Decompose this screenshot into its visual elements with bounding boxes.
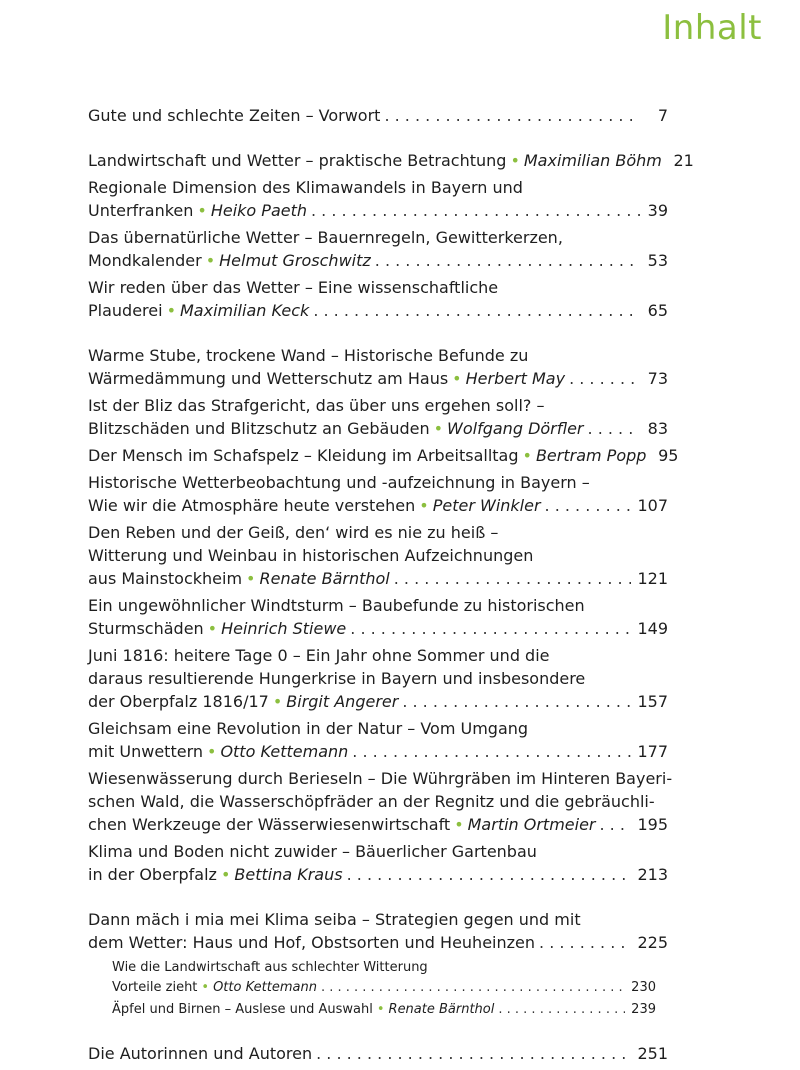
toc-entry-title-line: Witterung und Weinbau in historischen Aufzeichnungen <box>88 546 534 565</box>
page-number: 53 <box>647 251 668 270</box>
toc-entry-line <box>88 444 679 467</box>
page-number: 107 <box>637 496 668 515</box>
page-number: 83 <box>647 419 668 438</box>
toc-entry-title: dem Wetter: Haus und Hof, Obstsorten und Heuheinzen <box>88 933 536 952</box>
toc-entry-title-line: Wir reden über das Wetter – Eine wissenschaftliche <box>88 278 499 297</box>
toc-entry-author: Otto Kettemann <box>220 742 349 761</box>
page-number: 177 <box>637 742 668 761</box>
page-number: 73 <box>647 369 668 388</box>
toc-entry-line <box>88 690 668 713</box>
bullet-icon: • <box>197 201 207 220</box>
bullet-icon: • <box>454 815 464 834</box>
page-number: 239 <box>631 1002 656 1017</box>
toc-entry-title: Mondkalender <box>88 251 202 270</box>
leader-dots <box>347 863 632 886</box>
toc-entry-author: Bettina Kraus <box>234 865 343 884</box>
toc-entry-title-line: Wie die Landwirtschaft aus schlechter Witterung <box>112 960 428 975</box>
page-number: 39 <box>647 201 668 220</box>
toc-entry-windtsturm[interactable] <box>88 594 668 640</box>
toc-entry-title: mit Unwettern <box>88 742 203 761</box>
page-number: 230 <box>631 980 656 995</box>
toc-entry-schafspelz[interactable] <box>88 444 679 467</box>
table-of-contents <box>88 104 694 1065</box>
toc-entry-title-line: Dann mäch i mia mei Klima seiba – Strategien gegen und mit <box>88 910 581 929</box>
toc-entry-line <box>88 149 694 172</box>
bullet-icon: • <box>220 865 231 884</box>
toc-entry-line <box>88 299 668 322</box>
toc-entry-title: Vorteile zieht <box>112 980 198 995</box>
page-title: Inhalt <box>662 8 762 48</box>
toc-entry-title: chen Werkzeuge der Wässerwiesenwirtschaft <box>88 815 451 834</box>
bullet-icon: • <box>246 569 256 588</box>
bullet-icon: • <box>201 980 210 995</box>
toc-entry-author: Renate Bärnthol <box>259 569 390 588</box>
bullet-icon: • <box>510 151 520 170</box>
toc-entry-title: aus Mainstockheim <box>88 569 243 588</box>
toc-entry-line <box>112 978 656 998</box>
toc-entry-line <box>88 104 668 127</box>
toc-entry-title: Wie wir die Atmosphäre heute verstehen <box>88 496 416 515</box>
toc-entry-klima-seiba[interactable] <box>88 908 668 954</box>
toc-entry-author: Otto Kettemann <box>213 980 317 995</box>
toc-entry-title-line: Klima und Boden nicht zuwider – Bäuerlicher Gartenbau <box>88 842 537 861</box>
toc-entry-vorwort[interactable] <box>88 104 668 127</box>
bullet-icon: • <box>207 619 218 638</box>
page-number: 195 <box>637 815 668 834</box>
toc-entry-author: Peter Winkler <box>432 496 541 515</box>
page-number: 95 <box>658 446 679 465</box>
toc-entry-title-line: Gleichsam eine Revolution in der Natur – Vom Umgang <box>88 719 529 738</box>
toc-entry-title-line: Das übernatürliche Wetter – Bauernregeln, Gewitterkerzen, <box>88 228 563 247</box>
toc-entry-line <box>88 249 668 272</box>
toc-entry-author: Herbert May <box>465 369 566 388</box>
toc-entry-line <box>88 863 668 886</box>
toc-entry-title: Die Autorinnen und Autoren <box>88 1044 313 1063</box>
toc-entry-title-line: Juni 1816: heitere Tage 0 – Ein Jahr ohne Sommer und die <box>88 646 550 665</box>
toc-entry-bliz[interactable] <box>88 394 668 440</box>
leader-dots <box>313 299 640 322</box>
bullet-icon: • <box>272 692 283 711</box>
toc-entry-author: Renate Bärnthol <box>388 1002 495 1017</box>
toc-entry-title: Landwirtschaft und Wetter – praktische Betrachtung <box>88 151 507 170</box>
bullet-icon: • <box>452 369 462 388</box>
toc-entry-reben[interactable] <box>88 521 668 590</box>
page-number: 213 <box>637 865 668 884</box>
toc-entry-autoren[interactable] <box>88 1042 668 1065</box>
leader-dots <box>539 931 631 954</box>
toc-entry-wiesenwaesserung[interactable] <box>88 767 673 836</box>
toc-entry-line <box>88 199 668 222</box>
toc-entry-plauderei[interactable] <box>88 276 668 322</box>
toc-subentry-witterung[interactable] <box>112 958 656 998</box>
toc-entry-title-line: Ein ungewöhnlicher Windtsturm – Baubefunde zu historischen <box>88 596 585 615</box>
leader-dots <box>498 1000 625 1020</box>
toc-entry-line <box>88 567 668 590</box>
toc-entry-warme-stube[interactable] <box>88 344 668 390</box>
toc-entry-title-line: daraus resultierende Hungerkrise in Bayern und insbesondere <box>88 669 586 688</box>
toc-entry-klimawandel[interactable] <box>88 176 668 222</box>
toc-entry-title: in der Oberpfalz <box>88 865 217 884</box>
toc-entry-landwirtschaft[interactable] <box>88 149 694 172</box>
page-number: 21 <box>673 151 694 170</box>
bullet-icon: • <box>419 496 429 515</box>
page-number: 121 <box>637 569 668 588</box>
toc-entry-author: Maximilian Böhm <box>523 151 662 170</box>
leader-dots <box>569 367 640 390</box>
toc-entry-uebernatuerlich[interactable] <box>88 226 668 272</box>
toc-entry-title-line: Regionale Dimension des Klimawandels in Bayern und <box>88 178 523 197</box>
page-number: 65 <box>647 301 668 320</box>
leader-dots <box>394 567 632 590</box>
leader-dots <box>311 199 640 222</box>
toc-entry-title: Plauderei <box>88 301 163 320</box>
toc-entry-title-line: schen Wald, die Wasserschöpfräder an der Regnitz und die gebräuchli- <box>88 792 655 811</box>
toc-entry-title: Unterfranken <box>88 201 194 220</box>
toc-entry-title: Wärmedämmung und Wetterschutz am Haus <box>88 369 449 388</box>
leader-dots <box>600 813 632 836</box>
toc-entry-author: Bertram Popp <box>535 446 647 465</box>
toc-entry-line <box>88 494 668 517</box>
toc-entry-title: Äpfel und Birnen – Auslese und Auswahl <box>112 1002 373 1017</box>
toc-entry-title: Blitzschäden und Blitzschutz an Gebäuden <box>88 419 430 438</box>
toc-entry-author: Heiko Paeth <box>210 201 307 220</box>
leader-dots <box>588 417 640 440</box>
toc-entry-juni-1816[interactable] <box>88 644 668 713</box>
page-number: 157 <box>637 692 668 711</box>
leader-dots <box>350 617 631 640</box>
toc-entry-title: Sturmschäden <box>88 619 204 638</box>
leader-dots <box>352 740 631 763</box>
toc-entry-title-line: Den Reben und der Geiß, den‘ wird es nie zu heiß – <box>88 523 499 542</box>
page-number: 225 <box>637 933 668 952</box>
toc-entry-title-line: Wiesenwässerung durch Berieseln – Die Wührgräben im Hinteren Bayeri- <box>88 769 673 788</box>
leader-dots <box>545 494 632 517</box>
toc-entry-author: Helmut Groschwitz <box>219 251 371 270</box>
toc-subentry-aepfel[interactable] <box>112 1000 656 1020</box>
toc-entry-line <box>88 367 668 390</box>
leader-dots <box>321 978 625 998</box>
toc-entry-author: Maximilian Keck <box>180 301 310 320</box>
toc-entry-author: Birgit Angerer <box>286 692 399 711</box>
bullet-icon: • <box>166 301 176 320</box>
page-number: 7 <box>657 106 668 125</box>
toc-entry-line <box>88 813 668 836</box>
leader-dots <box>316 1042 631 1065</box>
toc-entry-line <box>88 417 668 440</box>
toc-entry-author: Martin Ortmeier <box>467 815 596 834</box>
toc-entry-line <box>88 1042 668 1065</box>
toc-entry-gartenbau[interactable] <box>88 840 668 886</box>
page-number: 149 <box>637 619 668 638</box>
toc-entry-title: der Oberpfalz 1816/17 <box>88 692 269 711</box>
toc-entry-line <box>88 617 668 640</box>
bullet-icon: • <box>376 1002 385 1017</box>
bullet-icon: • <box>205 251 216 270</box>
toc-entry-title: Der Mensch im Schafspelz – Kleidung im Arbeitsalltag <box>88 446 519 465</box>
toc-entry-line <box>112 1000 656 1020</box>
toc-entry-title-line: Warme Stube, trockene Wand – Historische Befunde zu <box>88 346 529 365</box>
toc-entry-title: Gute und schlechte Zeiten – Vorwort <box>88 106 381 125</box>
leader-dots <box>375 249 640 272</box>
toc-entry-revolution[interactable] <box>88 717 668 763</box>
page-number: 251 <box>637 1044 668 1063</box>
toc-entry-wetterbeobachtung[interactable] <box>88 471 668 517</box>
leader-dots <box>384 104 640 127</box>
toc-entry-title-line: Historische Wetterbeobachtung und -aufzeichnung in Bayern – <box>88 473 590 492</box>
bullet-icon: • <box>433 419 444 438</box>
toc-entry-line <box>88 740 668 763</box>
leader-dots <box>402 690 631 713</box>
bullet-icon: • <box>207 742 217 761</box>
toc-entry-line <box>88 931 668 954</box>
toc-entry-author: Heinrich Stiewe <box>221 619 347 638</box>
toc-entry-title-line: Ist der Bliz das Strafgericht, das über uns ergehen soll? – <box>88 396 545 415</box>
bullet-icon: • <box>522 446 532 465</box>
toc-entry-author: Wolfgang Dörfler <box>447 419 584 438</box>
